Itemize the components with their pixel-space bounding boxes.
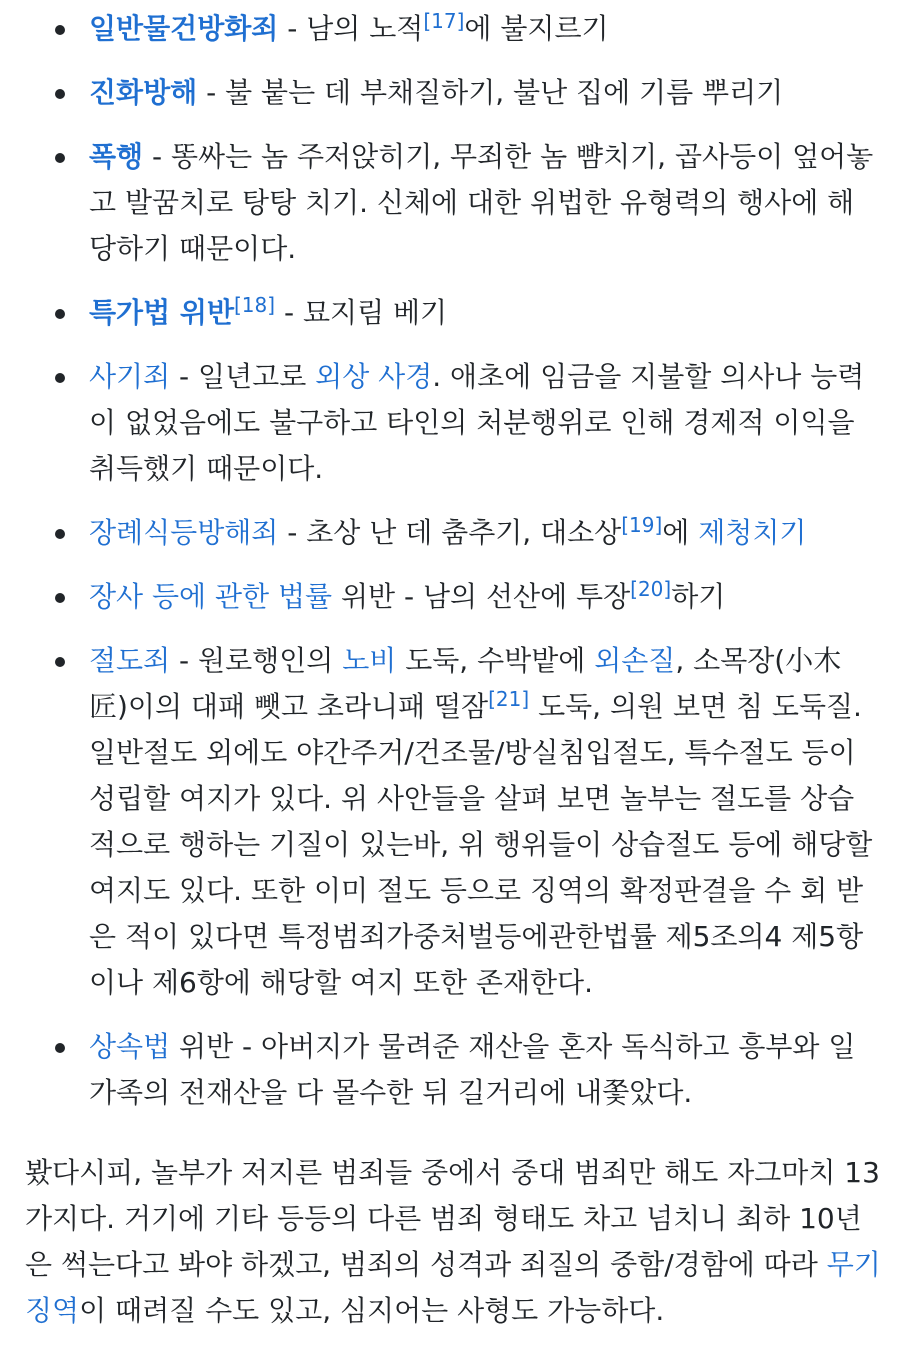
- list-item: [0, 354, 900, 492]
- footnote-ref[interactable]: [21]: [488, 687, 530, 711]
- article-link[interactable]: 절도죄: [89, 644, 171, 677]
- conclusion-paragraph: [25, 1150, 885, 1334]
- bullet-icon: [55, 529, 65, 539]
- bullet-icon: [55, 373, 65, 383]
- inline-link[interactable]: 제청치기: [698, 516, 807, 549]
- list-item: [0, 638, 900, 1006]
- description-text: - 원로행인의: [170, 644, 343, 677]
- bullet-icon: [55, 593, 65, 603]
- article-link[interactable]: 장례식등방해죄: [89, 516, 279, 549]
- paragraph-text: 이 때려질 수도 있고, 심지어는 사형도 가능하다.: [79, 1294, 665, 1327]
- bullet-icon: [55, 25, 65, 35]
- article-link[interactable]: 일반물건방화죄: [89, 12, 279, 45]
- list-item: [0, 134, 900, 272]
- footnote-ref[interactable]: [20]: [630, 577, 672, 601]
- description-text: 에 불지르기: [464, 12, 609, 45]
- description-text: 도둑, 의원 보면 침 도둑질. 일반절도 외에도 야간주거/건조물/방실침입절도, 특수절도 등이 성립할 여지가 있다. 위 사안들을 살펴 보면 놀부는 절도를 상습적으로 행하는 기질이 있는바, 위 행위들이 상습절도 등에 해당할 여지도 있다. 또한 이미 절도 등으로 징역의 확정판결을 수 회 받은 적이 있다면 특정범죄가중처벌등에관한법률 제5조의4 제5항이나 제6항에 해당할 여지 또한 존재한다.: [89, 690, 873, 999]
- description-text: , 소목장(小木匠)이의 대패 뺏고 초라니패 떨잠: [89, 644, 842, 723]
- description-text: . 애초에 임금을 지불할 의사나 능력이 없었음에도 불구하고 타인의 처분행위로 인해 경제적 이익을 취득했기 때문이다.: [89, 360, 865, 485]
- description-text: - 초상 난 데 춤추기, 대소상: [278, 516, 622, 549]
- description-text: 에: [662, 516, 699, 549]
- article-link[interactable]: 장사 등에 관한 법률: [89, 580, 333, 613]
- bullet-icon: [55, 153, 65, 163]
- list-item: [0, 70, 900, 116]
- description-text: - 똥싸는 놈 주저앉히기, 무죄한 놈 뺨치기, 곱사등이 엎어놓고 발꿈치로 탕탕 치기. 신체에 대한 위법한 유형력의 행사에 해당하기 때문이다.: [89, 140, 874, 265]
- description-text: 도둑, 수박밭에: [396, 644, 595, 677]
- description-text: 위반 - 아버지가 물려준 재산을 혼자 독식하고 흥부와 일가족의 전재산을 다 몰수한 뒤 길거리에 내쫓았다.: [89, 1030, 856, 1109]
- list-item: [0, 290, 900, 336]
- footnote-ref[interactable]: [19]: [621, 513, 663, 537]
- footnote-ref[interactable]: [17]: [423, 9, 465, 33]
- inline-link[interactable]: 외손질: [594, 644, 676, 677]
- description-text: 하기: [671, 580, 726, 613]
- list-item: [0, 574, 900, 620]
- article-link[interactable]: 사기죄: [89, 360, 171, 393]
- bullet-icon: [55, 657, 65, 667]
- article-link[interactable]: 특가법 위반: [89, 296, 234, 329]
- list-item: [0, 6, 900, 52]
- list-item: [0, 1024, 900, 1116]
- paragraph-text: 봤다시피, 놀부가 저지른 범죄들 중에서 중대 범죄만 해도 자그마치 13가지다. 거기에 기타 등등의 다른 범죄 형태도 차고 넘치니 최하 10년은 썩는다고 봐야 하겠고, 범죄의 성격과 죄질의 중함/경함에 따라: [25, 1156, 880, 1281]
- footnote-ref[interactable]: [18]: [234, 293, 276, 317]
- crime-list: [0, 6, 900, 1134]
- article-link[interactable]: 진화방해: [89, 76, 198, 109]
- description-text: - 일년고로: [170, 360, 316, 393]
- inline-link[interactable]: 무기징역: [25, 1248, 881, 1327]
- inline-link[interactable]: 외상 사경: [315, 360, 433, 393]
- description-text: - 남의 노적: [278, 12, 424, 45]
- description-text: - 불 붙는 데 부채질하기, 불난 집에 기름 뿌리기: [197, 76, 784, 109]
- article-link[interactable]: 폭행: [89, 140, 144, 173]
- description-text: 위반 - 남의 선산에 투장: [332, 580, 631, 613]
- article-link[interactable]: 상속법: [89, 1030, 171, 1063]
- bullet-icon: [55, 89, 65, 99]
- inline-link[interactable]: 노비: [342, 644, 397, 677]
- description-text: - 묘지림 베기: [275, 296, 448, 329]
- list-item: [0, 510, 900, 556]
- bullet-icon: [55, 1043, 65, 1053]
- bullet-icon: [55, 309, 65, 319]
